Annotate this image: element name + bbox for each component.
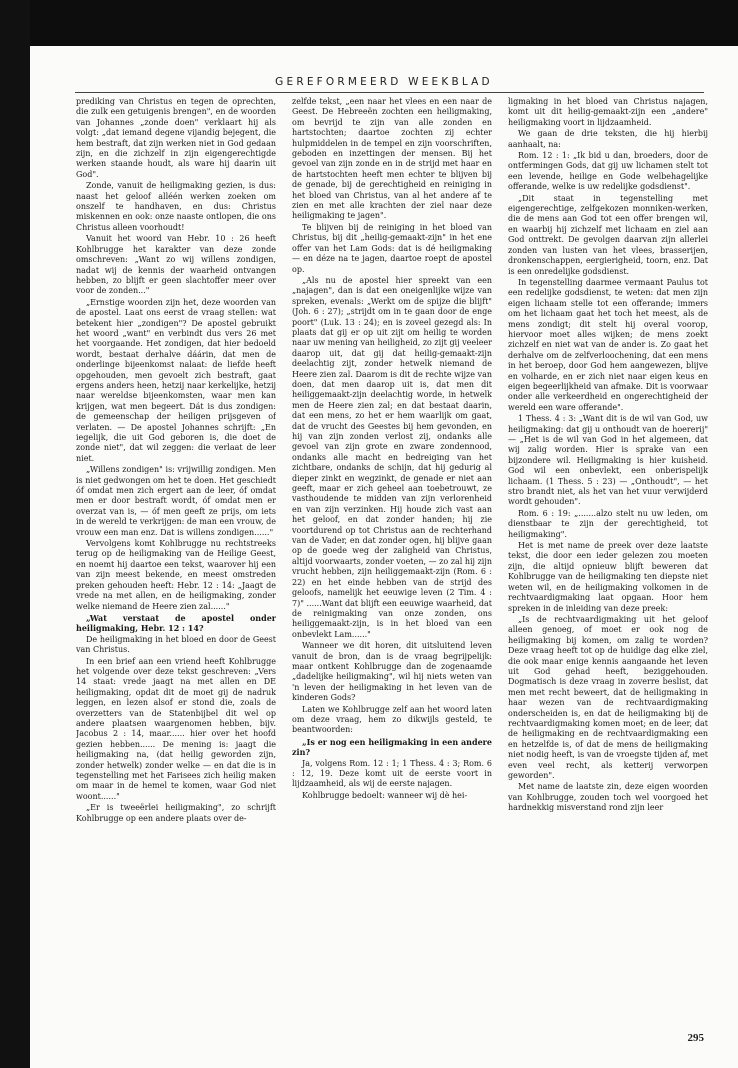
- paragraph: „Ernstige woorden zijn het, deze woorden van de apostel. Laat ons eerst de vraag stellen: wat betekent hier „zondigen"? De apostel gebruikt het woord „want" en verbindt dus vers 26 met het voorgaande. Het zondigen, dat hier bedoeld wordt, bestaat derhalve dáárin, dat men de onderlinge bijeenkomst nalaat: de liefde heeft opgehouden, men gevoelt zich bestraft, gaat ergens anders heen, hetzij naar kerkelijke, hetzij naar wereldse bijeenkomsten, waar men kan krijgen, wat men begeert. Dát is dus zondigen: de gemeenschap der heiligen prijsgeven of verlaten. — De apostel Johannes schrijft: „En iegelijk, die uit God geboren is, die doet de zonde niet", dat wil zeggen: die verlaat de leer niet.: [76, 297, 276, 463]
- column-2: [292, 97, 492, 1027]
- paragraph: Te blijven bij de reiniging in het bloed van Christus, bij dit „heilig-gemaakt-zijn" in het ene offer van het Lam Gods: dat is dé heiligmaking — en déze na te jagen, daartoe roept de apostel op.: [292, 222, 492, 274]
- paragraph: Vanuit het woord van Hebr. 10 : 26 heeft Kohlbrugge het karakter van deze zonde omschreven: „Want zo wij willens zondigen, nadat wij de kennis der waarheid ontvangen hebben, zo blijft er geen slachtoffer meer over voor de zonden...": [76, 234, 276, 296]
- paragraph: „Als nu de apostel hier spreekt van een „najagen", dan is dat een oneigenlijke wijze van spreken, evenals: „Werkt om de spijze die blijft" (Joh. 6 : 27); „strijdt om in te gaan door de enge poort" (Luk. 13 : 24); en is zoveel gezegd als: In plaats dat gij er op uit zijt om heilig te worden naar uw mening van heiligheid, zo zijt gij veeleer daarop uit, dat gij dat heilig-gemaakt-zijn deelachtig zijt, zonder hetwelk niemand de Heere zien zal. Daarom is dit de rechte wijze van doen, dat men daarop uit is, dat men dit heiliggemaakt-zijn deelachtig worde, in hetwelk men de Heere zien zal; en dat bestaat daarin, dat een mens, zo het er hem waarlijk om gaat, dat de vrucht des Geestes bij hem gevonden, en hij van zijn zonden verlost zij, ondanks alle gevoel van zijn grote en zware zondennood, ondanks alle macht en bedreiging van het zichtbare, ondanks de schijn, dat hij gedurig al dieper zinkt en wegzinkt, de genade er niet aan geeft, maar er zich geheel aan toebetrouwt, ze vasthoudende te midden van zijn verlorenheid en van zijn verzinken. Hij houde zich vast aan het geloof, en dat zonder handen; hij zie voortdurend op tot Christus aan de rechterhand van de Vader, en dat zonder ogen, hij blijve gaan op de goede weg der zaligheid van Christus, altijd voorwaarts, zonder voeten, — zo zal hij zijn vrucht hebben, zijn heiliggemaakt-zijn (Rom. 6 : 22) en het einde hebben van de strijd des geloofs, namelijk het eeuwige leven (2 Tim. 4 : 7)" ......Want dat blijft een eeuwige waarheid, dat de reinigmaking van onze zonden, ons heiliggemaakt-zijn, is in het bloed van een onbevlekt Lam......": [292, 275, 492, 639]
- paragraph: In een brief aan een vriend heeft Kohlbrugge het volgende over deze tekst geschreven: „Vers 14 staat: vrede jaagt na met allen en DE heiligmaking, opdat dit de moet gij de nadruk leggen, en lezen alsof er stond die, zoals de overzetters van de Statenbijbel dit wel op andere plaatsen waargenomen hebben, bijv. Jacobus 2 : 14, maar...... hier over het hoofd gezien hebben...... De mening is: jaagt die heiligmaking na, (dat heilig geworden zijn, zonder hetwelk) zonder welke — en dat die is in tegenstelling met het Farisees zich heilig maken om maar in de hemel te komen, waar God niet woont......": [76, 656, 276, 801]
- running-header: GEREFORMEERD WEEKBLAD: [275, 76, 493, 88]
- page-number: 295: [687, 1032, 704, 1044]
- paragraph: Ja, volgens Rom. 12 : 1; 1 Thess. 4 : 3; Rom. 6 : 12, 19. Deze komt uit de eerste voort in lijdzaamheid, als wij de eerste najagen.: [292, 758, 492, 789]
- paragraph: Met name de laatste zin, deze eigen woorden van Kohlbrugge, zouden toch wel voorgoed het hardnekkig misverstand rond zijn leer: [508, 782, 708, 813]
- paragraph: Het is met name de preek over deze laatste tekst, die door een ieder gelezen zou moeten zijn, die altijd opnieuw blijft beweren dat Kohlbrugge van de heiligmaking ten diepste niet weten wil, en de heiligmaking volkomen in de rechtvaardigmaking laat opgaan. Hoor hem spreken in de inleiding van deze preek:: [508, 541, 708, 613]
- paragraph: Kohlbrugge bedoelt: wanneer wij dè hei-: [302, 790, 468, 800]
- paragraph: ligmaking in het bloed van Christus najagen, komt uit dit heilig-gemaakt-zijn een „andere" heiligmaking voort in lijdzaamheid.: [508, 97, 708, 127]
- paragraph: Vervolgens komt Kohlbrugge nu rechtstreeks terug op de heiligmaking van de Heilige Geest, en noemt hij daartoe een tekst, waarover hij een van zijn meest bekende, en meest omstreden preken gehouden heeft: Hebr. 12 : 14: „Jaagt de vrede na met allen, en de heiligmaking, zonder welke niemand de Heere zien zal......": [76, 539, 276, 611]
- article-columns: [76, 97, 708, 1027]
- paragraph: Wanneer we dit horen, dit uitsluitend leven vanuit de bron, dan is de vraag begrijpelijk: maar ontkent Kohlbrugge dan de zogenaamde „dadelijke heiligmaking", wil hij niets weten van 'n leven der heiligmaking in het leven van de kinderen Gods?: [292, 641, 492, 703]
- question-heading: „Wat verstaat de apostel onder heiligmaking, Hebr. 12 : 14?: [76, 612, 276, 634]
- paragraph: „Is de rechtvaardigmaking uit het geloof alleen genoeg, of moet er ook nog de heiligmaking bij komen, om zalig te worden? Deze vraag heeft tot op de huidige dag elke ziel, die ook maar enige kennis aangaande het leven uit God gehad heeft, beziggehouden. Dogmatisch is deze vraag in zoverre beslist, dat men met recht beweert, dat de heiligmaking in haar wezen van de rechtvaardigmaking onderscheiden is, en dat de heiligmaking bij de rechtvaardigmaking komen moet; en de leer, dat de heiligmaking en de rechtvaardigmaking een en hetzelfde is, of dat de mens de heiligmaking niet nodig heeft, is van de vroegste tijden af, met even veel recht, als ketterij verworpen geworden".: [508, 614, 708, 780]
- paragraph: Rom. 6 : 19: „.......alzo stelt nu uw leden, om dienstbaar te zijn der gerechtigheid, tot heiligmaking".: [508, 508, 708, 539]
- header-rule: [75, 92, 704, 93]
- paragraph: Rom. 12 : 1: „Ik bid u dan, broeders, door de ontfermingen Gods, dat gij uw lichamen stelt tot een levende, heilige en Gode welbehagelijke offerande, welke is uw redelijke godsdienst".: [508, 151, 708, 192]
- column-1: [76, 97, 276, 1027]
- column-3: [508, 97, 708, 1027]
- paragraph: „Dit staat in tegenstelling met eigengerechtige, zelfgekozen monniken-werken, die de mens aan God tot een offer brengen wil, en waarbij hij zichzelf met lichaam en ziel aan God onttrekt. De gevolgen daarvan zijn allerlei zonden van lusten van het vlees, brasserijen, dronkenschappen, eergierigheid, toorn, enz. Dat is een onredelijke godsdienst.: [508, 193, 708, 276]
- paragraph: We gaan de drie teksten, die hij hierbij aanhaalt, na:: [508, 129, 708, 149]
- scan-top-border: [0, 0, 738, 46]
- paragraph: De heiligmaking in het bloed en door de Geest van Christus.: [76, 634, 276, 655]
- paragraph: Zonde, vanuit de heiligmaking gezien, is dus: naast het geloof alléén werken zoeken om onszelf te handhaven, en dus: Christus miskennen en ook: onze naaste ontlopen, die ons Christus alleen voorhoudt!: [76, 181, 276, 232]
- question-heading: „Is er nog een heiligmaking in een andere zin?: [292, 736, 492, 758]
- paragraph: In tegenstelling daarmee vermaant Paulus tot een redelijke godsdienst, te weten: dat men zijn eigen lichaam stelle tot een offerande; immers om het lichaam gaat het toch het meest, als de mens zondigt; dit stelt hij overal voorop, hiervoor moet alles wijken; de mens zoekt zichzelf en niet wat van de ander is. Zo gaat het derhalve om de zelfverloochening, dat een mens in het beroep, door God hem aangewezen, blijve en volharde, en er zich niet naar eigen keus en eigen begeerlijkheid van afmake. Dit is voorwaar onder alle verkeerdheid en ongerechtigheid der wereld een ware offerande".: [508, 277, 708, 412]
- paragraph: Laten we Kohlbrugge zelf aan het woord laten om deze vraag, hem zo dikwijls gesteld, te beantwoorden:: [292, 704, 492, 735]
- scan-left-border: [0, 0, 30, 1068]
- paragraph: „Er is tweeërlei heiligmaking", zo schrijft Kohlbrugge op een andere plaats over de-: [76, 803, 276, 823]
- paragraph: prediking van Christus en tegen de oprechten, die zulk een getuigenis brengen", en de woorden van Johannes „zonde doen" verklaart hij als volgt: „dat iemand degene vijandig bejegent, die hem bestraft, dat zijn werken niet in God gedaan zijn, en die zichzelf in zijn eigengerechtigde werken staande houdt, als ware hij daarin uit God".: [76, 97, 276, 179]
- paragraph: zelfde tekst, „een naar het vlees en een naar de Geest. De Hebreeën zochten een heiligmaking, om bevrijd te zijn van alle zonden en hartstochten; daartoe zochten zij echter hulpmiddelen in de tempel en zijn voorschriften, geboden en inzettingen der mensen. Bij het gevoel van zijn zonde en in de strijd met haar en de hartstochten heeft men echter te blijven bij de genade, bij de gerechtigheid en reiniging in het bloed van Christus, van al het andere af te zien en met alle krachten der ziel naar deze heiligmaking te jagen".: [292, 97, 492, 221]
- paragraph: 1 Thess. 4 : 3: „Want dit is de wil van God, uw heiligmaking: dat gij u onthoudt van de hoererij" — „Het is de wil van God in het algemeen, dat wij zalig worden. Hier is sprake van een bijzondere wil. Heiligmaking is hier kuisheid. God wil een onbevlekt, een onberispelijk lichaam. (1 Thess. 5 : 23) — „Onthoudt", — het stro brandt niet, als het van het vuur verwijderd wordt gehouden".: [508, 414, 708, 507]
- paragraph: „Willens zondigen" is: vrijwillig zondigen. Men is niet gedwongen om het te doen. Het geschiedt óf omdat men zich ergert aan de leer, óf omdat men er door bestraft wordt, óf omdat men er overzat van is, — óf men geeft ze prijs, om iets in de wereld te verkrijgen: de man een vrouw, de vrouw een man enz. Dat is willens zondigen......": [76, 465, 276, 537]
